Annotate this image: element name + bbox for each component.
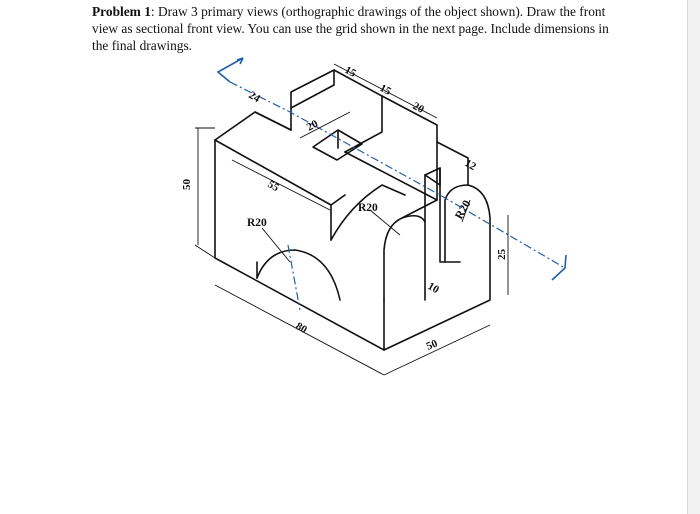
dim-55: 55 bbox=[265, 178, 282, 195]
section-arrow-left bbox=[218, 58, 243, 82]
dim-50-front: 50 bbox=[424, 337, 440, 353]
dim-50-left: 50 bbox=[181, 179, 193, 190]
left-cylinder-cut bbox=[257, 250, 340, 300]
top-left-edge bbox=[215, 112, 291, 140]
dim-20-top: 20 bbox=[410, 100, 426, 116]
right-arch bbox=[384, 216, 425, 300]
cutting-plane-line bbox=[230, 82, 565, 268]
problem-text: : Draw 3 primary views (orthographic drawings of the object shown). Draw the front view as sectional front view. You can use the grid shown in the next page. Include dimensions in the final drawings. bbox=[92, 4, 609, 53]
top-rear-edge bbox=[382, 96, 437, 142]
dim-15a: 15 bbox=[342, 64, 358, 80]
section-arrow-right bbox=[552, 255, 566, 280]
dim-20-slot: 20 bbox=[304, 117, 321, 134]
dim-15b: 15 bbox=[377, 82, 393, 98]
upper-step bbox=[255, 112, 291, 130]
arch-depth-line bbox=[402, 200, 437, 218]
right-face bbox=[384, 185, 490, 353]
dim-12: 12 bbox=[462, 157, 479, 174]
dim-line-55 bbox=[232, 160, 330, 210]
leader-r20-left bbox=[262, 228, 290, 262]
problem-heading: Problem 1 bbox=[92, 4, 151, 19]
label-r20-left: R20 bbox=[247, 217, 267, 229]
dim-line-50-front bbox=[384, 325, 490, 375]
front-left-face bbox=[215, 140, 384, 350]
dim-10: 10 bbox=[425, 280, 442, 297]
dim-80: 80 bbox=[293, 320, 310, 337]
dim-25: 25 bbox=[496, 249, 508, 260]
label-r20-right: R20 bbox=[453, 198, 474, 222]
right-top-edge bbox=[437, 142, 468, 185]
window-scroll-edge[interactable] bbox=[687, 0, 700, 514]
label-r20-mid: R20 bbox=[358, 202, 378, 214]
dim-24: 24 bbox=[246, 89, 263, 106]
top-face-front bbox=[215, 140, 345, 205]
